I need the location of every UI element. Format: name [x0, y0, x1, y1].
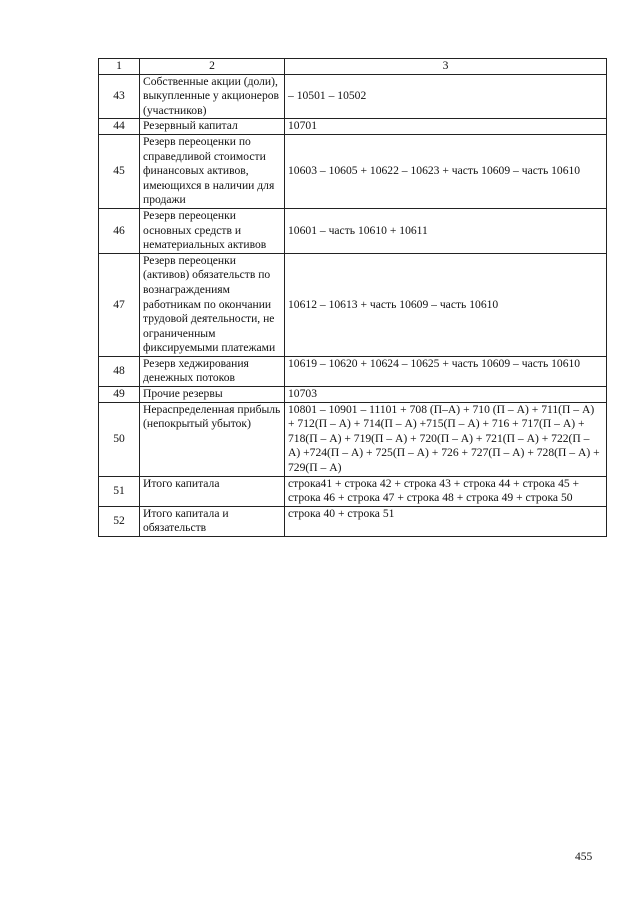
- table-row: [99, 119, 607, 135]
- header-cell-3: 3: [285, 59, 607, 75]
- row-formula: – 10501 – 10502: [285, 74, 607, 119]
- table-row: [99, 134, 607, 208]
- row-name: Прочие резервы: [140, 387, 285, 403]
- row-number: 50: [99, 402, 140, 476]
- balance-table: [98, 58, 607, 537]
- row-number: 44: [99, 119, 140, 135]
- table-row: [99, 253, 607, 356]
- row-name: Итого капитала и обязательств: [140, 506, 285, 536]
- row-number: 45: [99, 134, 140, 208]
- row-formula: 10619 – 10620 + 10624 – 10625 + часть 10609 – часть 10610: [285, 356, 607, 386]
- row-name: Резерв переоценки основных средств и нематериальных активов: [140, 208, 285, 253]
- header-cell-1: 1: [99, 59, 140, 75]
- table-row: [99, 356, 607, 386]
- header-cell-2: 2: [140, 59, 285, 75]
- row-number: 49: [99, 387, 140, 403]
- table-header-row: [99, 59, 607, 75]
- row-number: 46: [99, 208, 140, 253]
- row-name: Собственные акции (доли), выкупленные у акционеров (участников): [140, 74, 285, 119]
- table-row: [99, 402, 607, 476]
- row-number: 52: [99, 506, 140, 536]
- table-row: [99, 476, 607, 506]
- page-number: 455: [575, 851, 593, 863]
- row-formula: 10612 – 10613 + часть 10609 – часть 10610: [285, 253, 607, 356]
- row-number: 43: [99, 74, 140, 119]
- row-number: 51: [99, 476, 140, 506]
- row-formula: 10603 – 10605 + 10622 – 10623 + часть 10609 – часть 10610: [285, 134, 607, 208]
- row-formula: 10701: [285, 119, 607, 135]
- row-name: Итого капитала: [140, 476, 285, 506]
- row-number: 47: [99, 253, 140, 356]
- row-formula: 10703: [285, 387, 607, 403]
- row-number: 48: [99, 356, 140, 386]
- table-row: [99, 208, 607, 253]
- row-formula: строка 40 + строка 51: [285, 506, 607, 536]
- row-name: Резервный капитал: [140, 119, 285, 135]
- row-name: Резерв переоценки по справедливой стоимости финансовых активов, имеющихся в наличии для продажи: [140, 134, 285, 208]
- table-row: [99, 506, 607, 536]
- row-formula: 10601 – часть 10610 + 10611: [285, 208, 607, 253]
- row-name: Нераспределенная прибыль (непокрытый убыток): [140, 402, 285, 476]
- table-row: [99, 74, 607, 119]
- table-row: [99, 387, 607, 403]
- row-formula: строка41 + строка 42 + строка 43 + строка 44 + строка 45 + строка 46 + строка 47 + строка 48 + строка 49 + строка 50: [285, 476, 607, 506]
- row-name: Резерв переоценки (активов) обязательств по вознаграждениям работникам по окончании трудовой деятельности, не ограниченным фиксируемыми платежами: [140, 253, 285, 356]
- row-formula: 10801 – 10901 – 11101 + 708 (П–А) + 710 (П – А) + 711(П – А) + 712(П – А) + 714(П – А) +715(П – А) + 716 + 717(П – А) + 718(П – А) + 719(П – А) + 720(П – А) + 721(П – А) + 722(П – А) +724(П – А) + 725(П – А) + 726 + 727(П – А) + 728(П – А) + 729(П – А): [285, 402, 607, 476]
- row-name: Резерв хеджирования денежных потоков: [140, 356, 285, 386]
